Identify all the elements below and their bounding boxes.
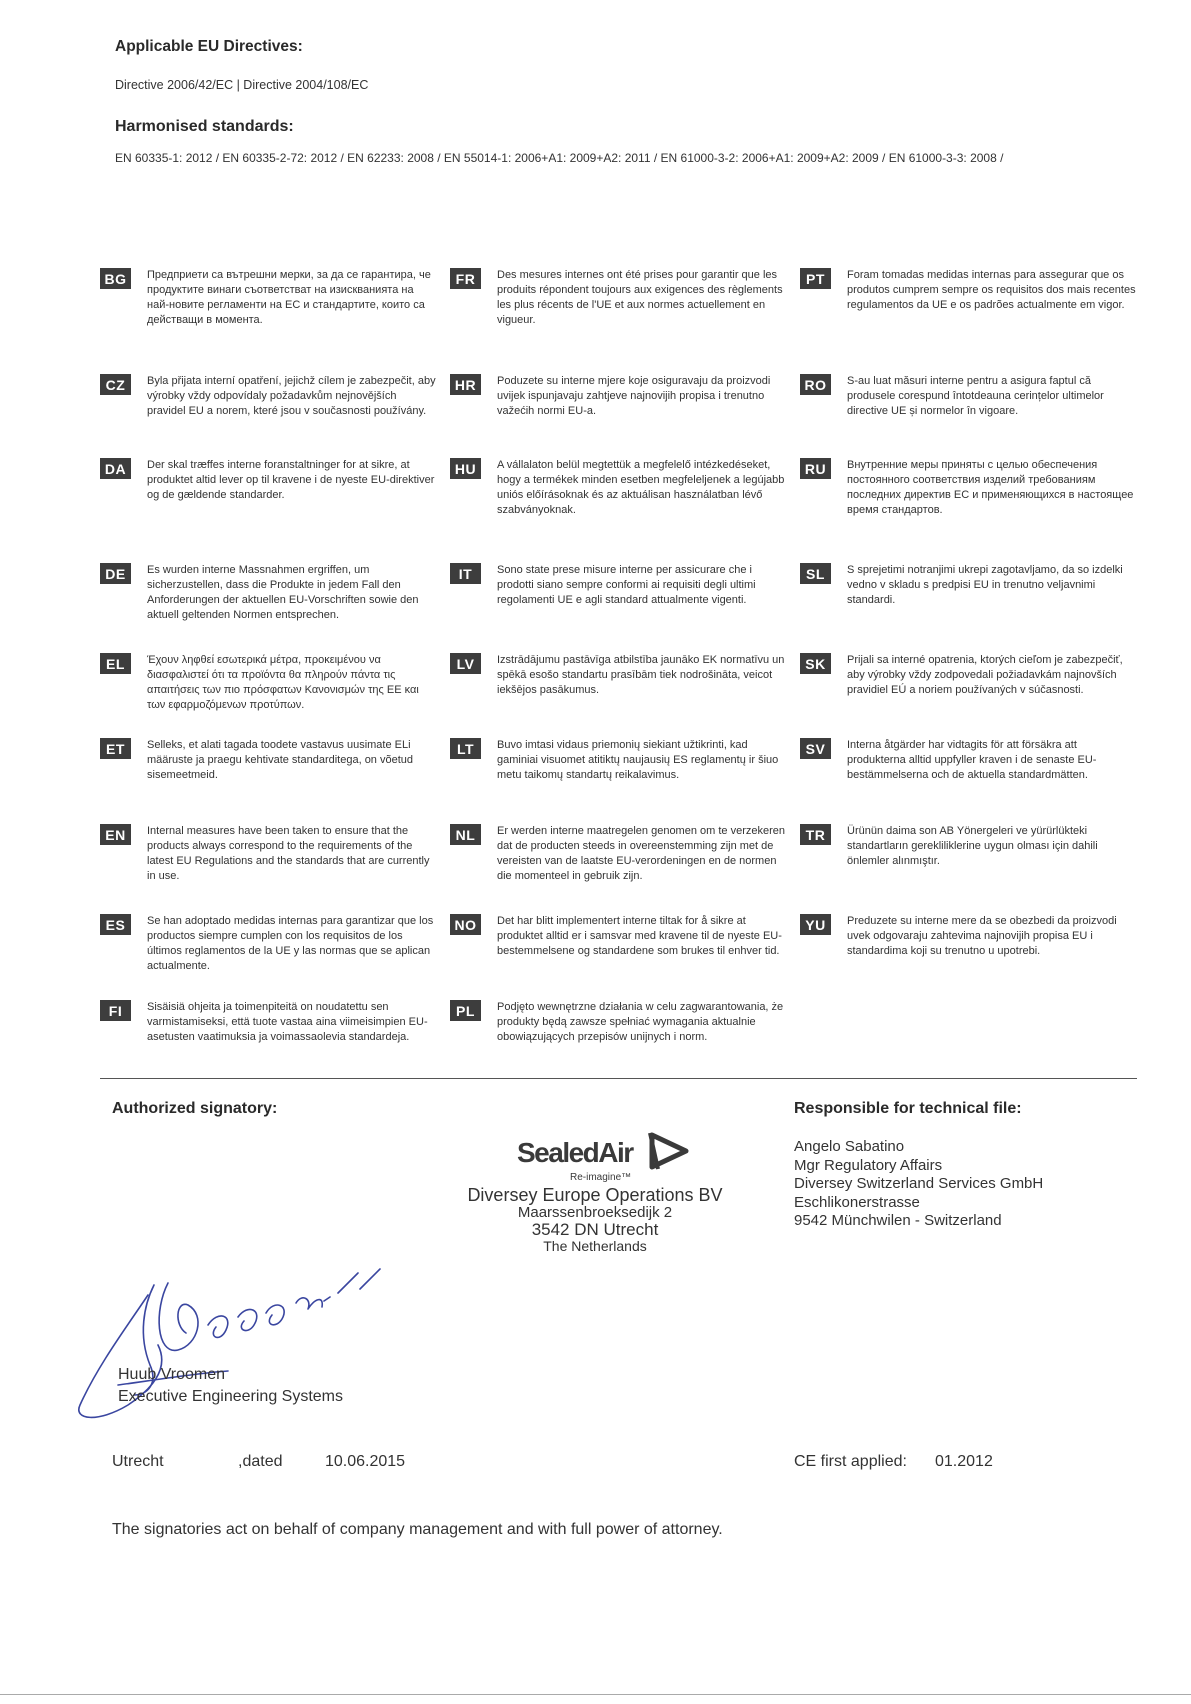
language-badge: NO (450, 914, 481, 935)
language-badge: ES (100, 914, 131, 935)
logo-arrow-icon (648, 1129, 690, 1173)
directives-list: Directive 2006/42/EC | Directive 2004/108/EC (115, 78, 369, 92)
statement-text: Selleks, et alati tagada toodete vastavus uusimate ELi määruste ja praegu kehtivate standarditega, on võetud sisemeetmeid. (147, 739, 414, 781)
page-bottom-rule (0, 1694, 1191, 1695)
statement-text: Des mesures internes ont été prises pour garantir que les produits répondent toujours aux exigences des règlements les plus récents de l'UE et aux normes actuellement en vigueur. (497, 269, 783, 326)
signature-date: 10.06.2015 (325, 1453, 406, 1470)
statement-text: Prijali sa interné opatrenia, ktorých cieľom je zabezpečiť, aby výrobky vždy zodpovedali požiadavkám najnovších pravidiel EÚ a noriem používaných v súčasnosti. (847, 654, 1123, 696)
statement-text: Er werden interne maatregelen genomen om te verzekeren dat de producten steeds in overeenstemming zijn met de vereisten van de laatste EU-verordeningen en de normen die momenteel in gebruik zijn. (497, 825, 785, 882)
statement-text: Es wurden interne Massnahmen ergriffen, um sicherzustellen, dass die Produkte in jedem Fall den Anforderungen der aktuellen EU-Vorschriften sowie den aktuell geltenden Normen entsprechen. (147, 564, 419, 621)
authorized-signatory-title: Authorized signatory: (112, 1100, 278, 1117)
language-badge: FR (450, 268, 481, 289)
language-badge: EN (100, 824, 131, 845)
language-badge: LV (450, 653, 481, 674)
statement-text: Sono state prese misure interne per assicurare che i prodotti siano sempre conformi ai requisiti degli ultimi regolamenti UE e agli standard attualmente vigenti. (497, 564, 756, 606)
technical-file-title: Responsible for technical file: (794, 1100, 1022, 1117)
statement-text: Sisäisiä ohjeita ja toimenpiteitä on noudatettu sen varmistamiseksi, että tuote vastaa aina viimeisimpien EU-asetusten vaatimuksia ja voimassaolevia standardeja. (147, 1001, 428, 1043)
language-badge: PT (800, 268, 831, 289)
contact-role: Mgr Regulatory Affairs (794, 1156, 943, 1174)
language-badge: FI (100, 1000, 131, 1021)
ce-label: CE first applied: (794, 1453, 907, 1470)
language-badge: DE (100, 563, 131, 584)
language-badge: RU (800, 458, 831, 479)
company-city: 3542 DN Utrecht (531, 1220, 659, 1239)
statement-text: Se han adoptado medidas internas para garantizar que los productos siempre cumplen con los requisitos de los últimos reglamentos de la UE y las normas que se aplican actualmente. (147, 915, 434, 972)
language-badge: SL (800, 563, 831, 584)
language-badge: SV (800, 738, 831, 759)
logo-wordmark: SealedAir (517, 1137, 633, 1168)
logo-tagline: Re-imagine™ (570, 1172, 632, 1183)
standards-title: Harmonised standards: (115, 118, 294, 135)
statement-text: Der skal træffes interne foranstaltninger for at sikre, at produktet altid lever op til kravene i de nyeste EU-direktiver og de gældende standarder. (147, 459, 435, 501)
language-badge: HU (450, 458, 481, 479)
language-badge: SK (800, 653, 831, 674)
language-badge: CZ (100, 374, 131, 395)
section-divider (100, 1078, 1137, 1079)
language-badge: NL (450, 824, 481, 845)
signatory-role: Executive Engineering Systems (118, 1388, 343, 1405)
statement-text: Det har blitt implementert interne tiltak for å sikre at produktet alltid er i samsvar med kravene til de nyeste EU-bestemmelsene og standardene som brukes til enhver tid. (497, 915, 782, 957)
dated-label: ,dated (238, 1453, 283, 1470)
contact-city: 9542 Münchwilen - Switzerland (794, 1212, 1002, 1229)
language-badge: LT (450, 738, 481, 759)
directives-title: Applicable EU Directives: (115, 38, 303, 55)
statement-text: Внутренние меры приняты с целью обеспечения постоянного соответствия изделий требованиям последних директив ЕС и применяющихся в настоящее время стандартов. (847, 459, 1134, 516)
signatory-name: Huub Vroomen (118, 1366, 226, 1383)
company-country: The Netherlands (543, 1238, 647, 1254)
statement-text: Предприети са вътрешни мерки, за да се гарантира, че продуктите винаги съответстват на изискванията на най-новите регламенти на ЕС и стандартите, които са действащи в момента. (147, 269, 431, 326)
contact-name: Angelo Sabatino (794, 1138, 905, 1155)
statement-text: Poduzete su interne mjere koje osiguravaju da proizvodi uvijek ispunjavaju zahtjeve najnovijih propisa i trenutno važećih normi EU-a. (497, 375, 771, 417)
signature-city: Utrecht (112, 1453, 164, 1470)
company-address (440, 1186, 750, 1254)
statement-text: Buvo imtasi vidaus priemonių siekiant užtikrinti, kad gaminiai visuomet atitiktų naujausių ES reglamentų ir šiuo metu taikomų standartų reikalavimus. (497, 739, 779, 781)
language-badge: TR (800, 824, 831, 845)
language-badge: DA (100, 458, 131, 479)
standards-list: EN 60335-1: 2012 / EN 60335-2-72: 2012 / EN 62233: 2008 / EN 55014-1: 2006+A1: 2009+A2: 2011 / EN 61000-3-2: 2006+A1: 2009+A2: 2009 / EN 61000-3-3: 2008 / (115, 151, 1004, 165)
contact-company: Diversey Switzerland Services GmbH (794, 1175, 1044, 1192)
company-name: Diversey Europe Operations BV (467, 1185, 723, 1205)
language-statements (100, 268, 1140, 1074)
statement-text: A vállalaton belül megtettük a megfelelő intézkedéseket, hogy a termékek minden esetben megfeleljenek a legújabb uniós előírásoknak és az aktuálisan használatban lévő szabványoknak. (497, 459, 785, 516)
signatory-details (118, 1364, 343, 1408)
language-badge: EL (100, 653, 131, 674)
statement-text: Internal measures have been taken to ensure that the products always correspond to the requirements of the latest EU Regulations and the standards that are currently in use. (147, 825, 430, 882)
language-badge: IT (450, 563, 481, 584)
sealed-air-logo (490, 1127, 710, 1183)
language-badge: ET (100, 738, 131, 759)
language-badge: RO (800, 374, 831, 395)
statement-text: Interna åtgärder har vidtagits för att försäkra att produkterna alltid uppfyller kraven i de senaste EU-bestämmelserna och de aktuella standardmätten. (847, 739, 1097, 781)
company-street: Maarssenbroeksedijk 2 (517, 1204, 673, 1221)
statement-text: S-au luat măsuri interne pentru a asigura faptul că produsele corespund întotdeauna cerințelor ultimelor directive UE și normelor în vigoare. (847, 375, 1104, 417)
statement-text: Preduzete su interne mere da se obezbedi da proizvodi uvek odgovaraju zahtevima najnovijih propisa EU i standardima koji su trenutno u upotrebi. (847, 915, 1117, 957)
language-badge: HR (450, 374, 481, 395)
language-badge: PL (450, 1000, 481, 1021)
contact-street: Eschlikonerstrasse (794, 1193, 920, 1211)
language-badge: YU (800, 914, 831, 935)
statement-text: Byla přijata interní opatření, jejichž cílem je zabezpečit, aby výrobky vždy odpovídaly požadavkům nejnovějších pravidel EU a norem, které jsou v současnosti používány. (147, 375, 436, 417)
statement-text: Podjęto wewnętrzne działania w celu zagwarantowania, że produkty będą zawsze spełniać wymagania aktualnie obowiązujących przepisów unijnych i norm. (497, 1001, 784, 1043)
footer-note: The signatories act on behalf of company management and with full power of attorney. (112, 1521, 723, 1538)
statement-text: Ürünün daima son AB Yönergeleri ve yürürlükteki standartların gerekliliklerine uygun olması için dahili önlemler alınmıştır. (847, 825, 1098, 867)
statement-text: Izstrādājumu pastāvīga atbilstība jaunāko EK normatīvu un spēkā esošo standartu prasībām tiek nodrošināta, veicot iekšējos pasākumus. (497, 654, 785, 696)
technical-file-contact (794, 1138, 1043, 1231)
statement-text: S sprejetimi notranjimi ukrepi zagotavljamo, da so izdelki vedno v skladu s predpisi EU in trenutno veljavnimi standardi. (847, 564, 1123, 606)
ce-value: 01.2012 (935, 1453, 993, 1470)
statement-text: Foram tomadas medidas internas para assegurar que os produtos cumprem sempre os requisitos dos mais recentes regulamentos da UE e os padrões actualmente em vigor. (847, 269, 1136, 311)
language-badge: BG (100, 268, 131, 289)
statement-text: Έχουν ληφθεί εσωτερικά μέτρα, προκειμένου να διασφαλιστεί ότι τα προϊόντα θα πληρούν πάντα τις απαιτήσεις των πιο πρόσφατων Κανονισμών της ΕΕ και των εφαρμοζόμενων προτύπων. (147, 654, 419, 711)
